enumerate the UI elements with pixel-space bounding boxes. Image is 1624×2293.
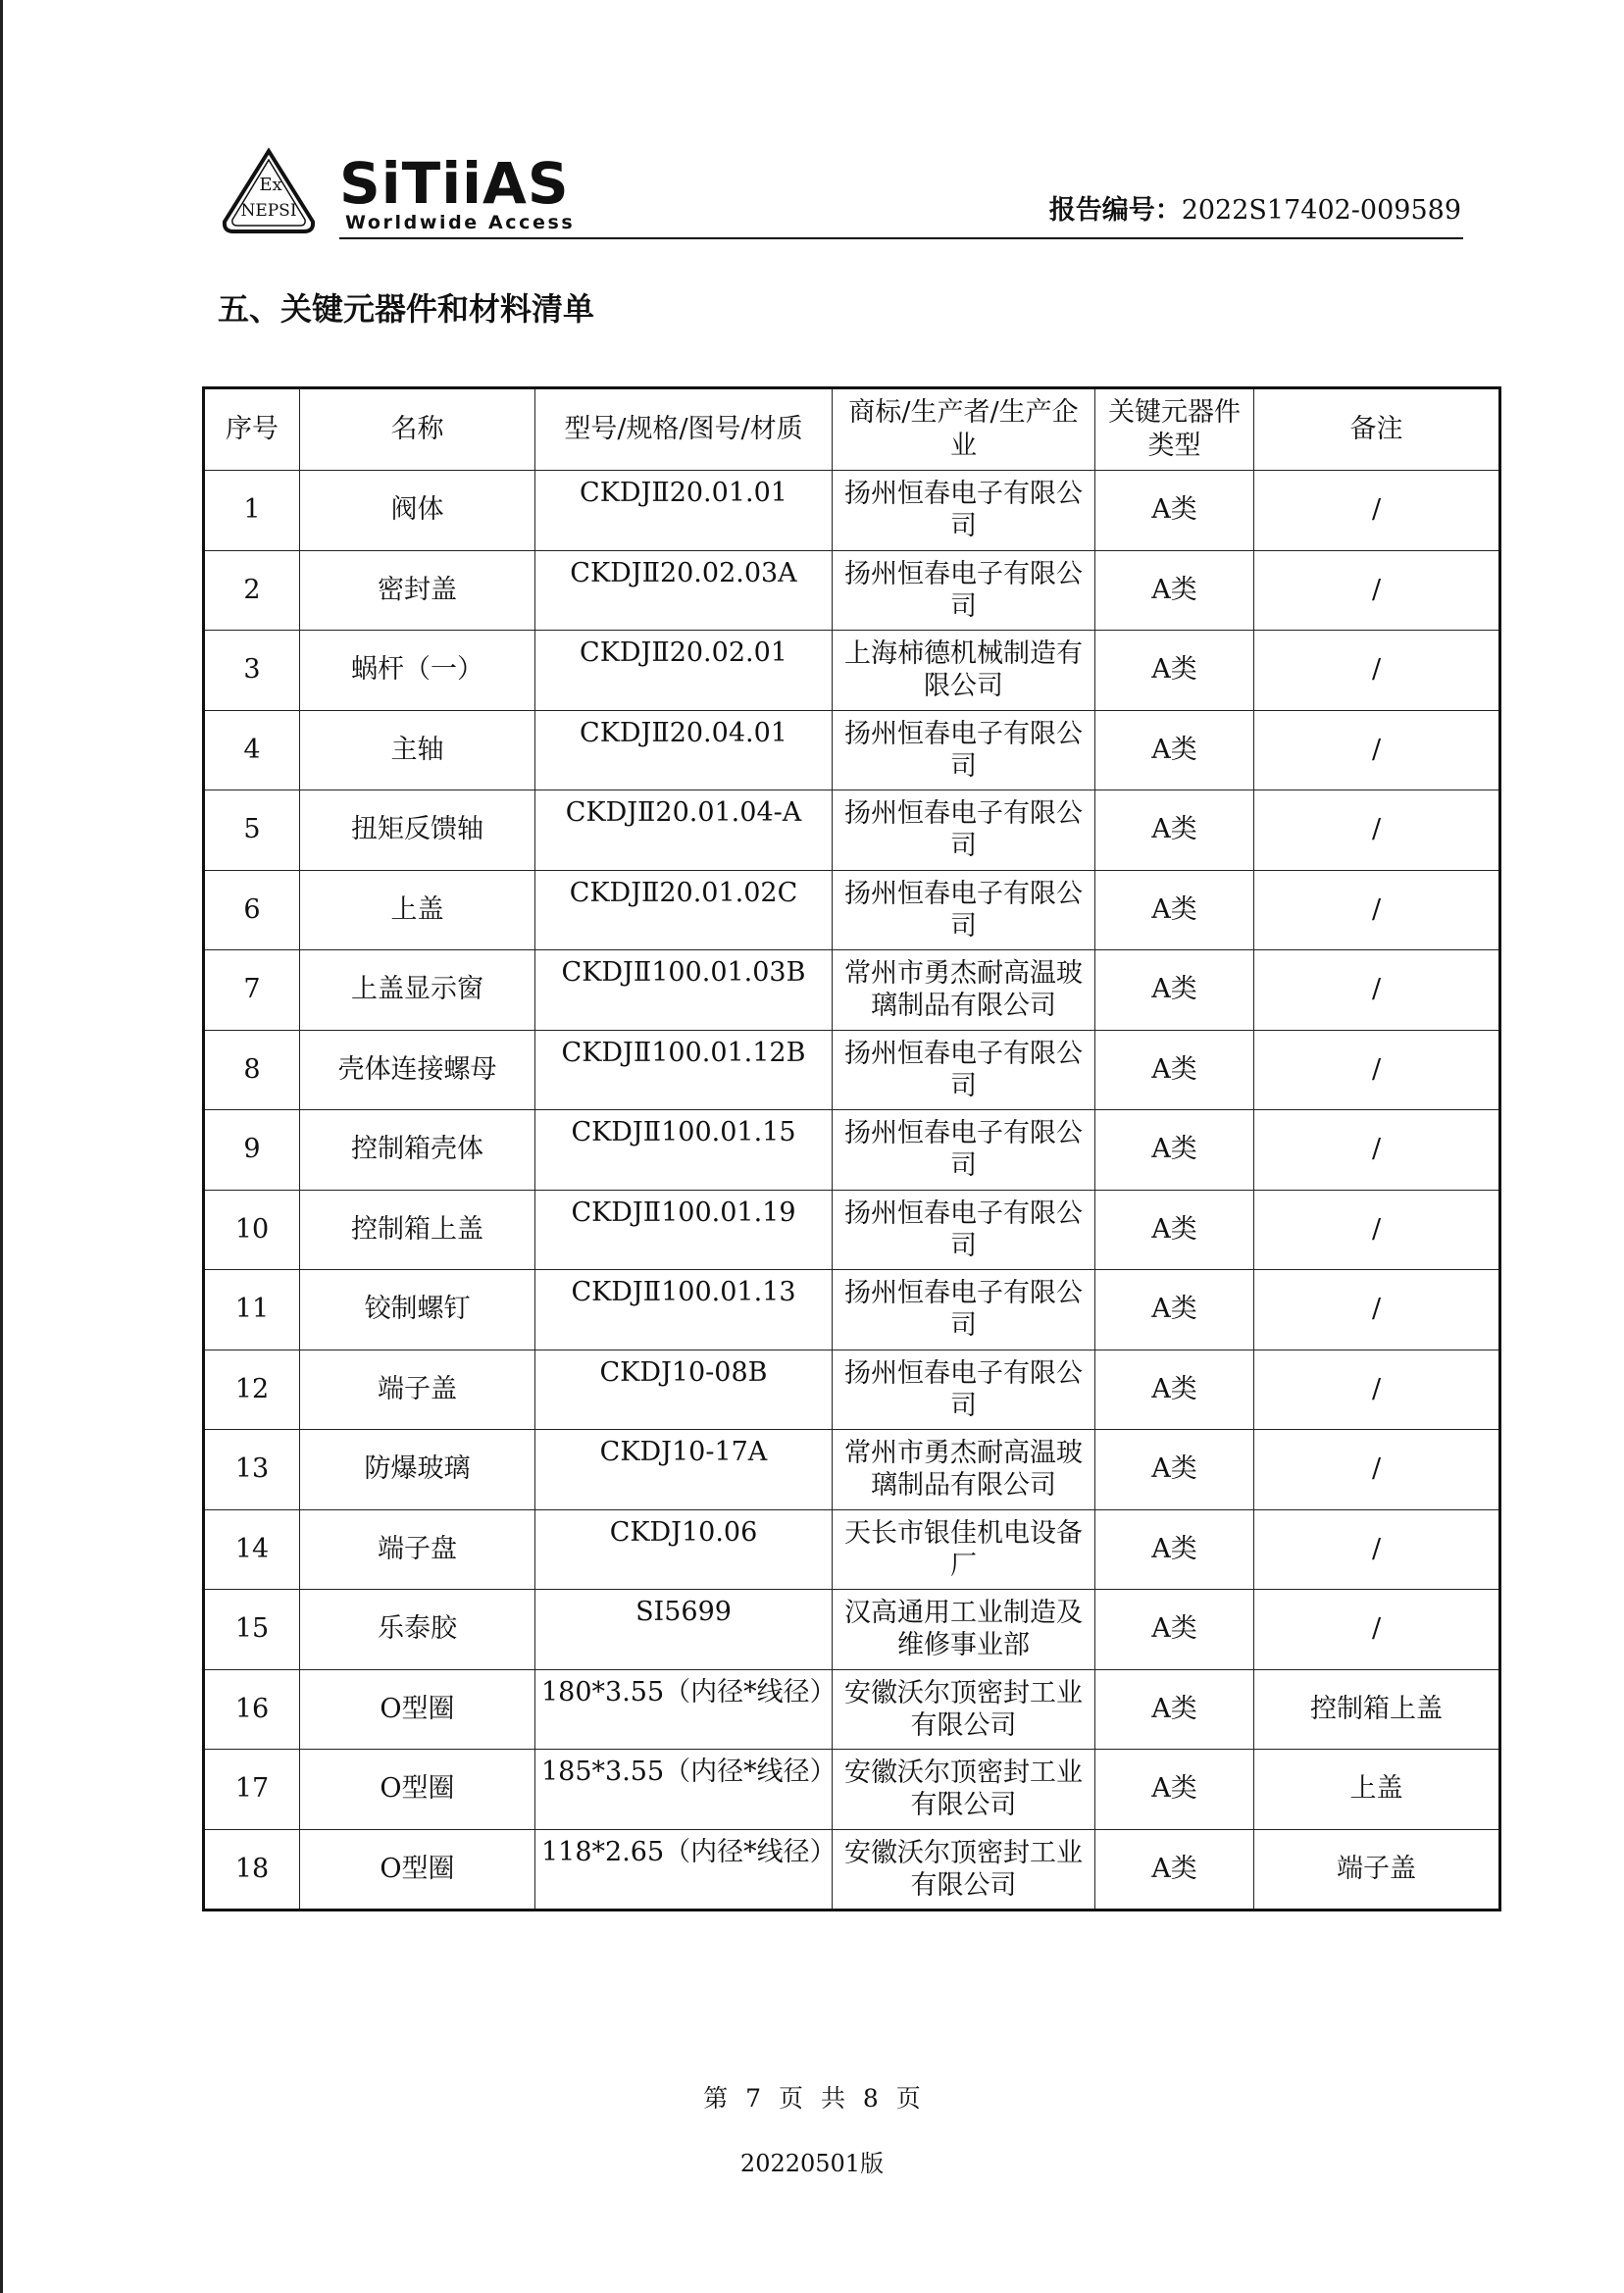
version-label: 20220501版	[739, 2150, 885, 2177]
table-row	[204, 1350, 1500, 1430]
cell-remark: /	[1254, 631, 1500, 711]
cell-index: 14	[204, 1509, 300, 1590]
cell-index: 10	[204, 1190, 300, 1270]
cell-name: 阀体	[300, 471, 535, 551]
cell-type: A类	[1095, 1270, 1254, 1350]
cell-type: A类	[1095, 790, 1254, 871]
cell-type: A类	[1095, 1190, 1254, 1270]
cell-type: A类	[1095, 870, 1254, 950]
header-cell: 备注	[1254, 388, 1500, 471]
cell-model: CKDJⅡ20.02.01	[535, 631, 833, 711]
cell-type: A类	[1095, 550, 1254, 631]
cell-name: 控制箱壳体	[300, 1110, 535, 1191]
table-row	[204, 1750, 1500, 1830]
cell-maker: 汉高通用工业制造及维修事业部	[833, 1590, 1095, 1670]
table-row	[204, 1669, 1500, 1750]
cell-type: A类	[1095, 1430, 1254, 1510]
cell-name: 密封盖	[300, 550, 535, 631]
cell-type: A类	[1095, 1030, 1254, 1110]
cell-remark: /	[1254, 1030, 1500, 1110]
cell-maker: 扬州恒春电子有限公司	[833, 1270, 1095, 1350]
table-row	[204, 550, 1500, 631]
cell-maker: 扬州恒春电子有限公司	[833, 550, 1095, 631]
cell-model: 180*3.55（内径*线径）	[535, 1669, 833, 1750]
report-number-value: 2022S17402-009589	[1181, 195, 1461, 226]
cell-model: SI5699	[535, 1590, 833, 1670]
cell-maker: 安徽沃尔顶密封工业有限公司	[833, 1829, 1095, 1911]
table-row	[204, 1110, 1500, 1191]
table-row	[204, 710, 1500, 790]
cell-remark: /	[1254, 1110, 1500, 1191]
cell-maker: 天长市银佳机电设备厂	[833, 1509, 1095, 1590]
cell-index: 13	[204, 1430, 300, 1510]
cell-name: 主轴	[300, 710, 535, 790]
report-number-label: 报告编号：	[1048, 195, 1182, 226]
cell-type: A类	[1095, 1829, 1254, 1911]
cell-name: 防爆玻璃	[300, 1430, 535, 1510]
cell-remark: /	[1254, 1350, 1500, 1430]
cell-name: O型圈	[300, 1669, 535, 1750]
cell-type: A类	[1095, 1509, 1254, 1590]
cell-model: CKDJⅡ100.01.19	[535, 1190, 833, 1270]
cell-index: 2	[204, 550, 300, 631]
cell-index: 18	[204, 1829, 300, 1911]
logo-tagline: Worldwide Access	[345, 212, 576, 233]
cell-name: 端子盘	[300, 1509, 535, 1590]
table-row	[204, 870, 1500, 950]
cell-remark: /	[1254, 790, 1500, 871]
cell-model: CKDJ10-08B	[535, 1350, 833, 1430]
cell-model: CKDJⅡ20.01.01	[535, 471, 833, 551]
cell-type: A类	[1095, 1669, 1254, 1750]
cell-maker: 扬州恒春电子有限公司	[833, 471, 1095, 551]
cell-type: A类	[1095, 631, 1254, 711]
table-row	[204, 1829, 1500, 1911]
cell-index: 9	[204, 1110, 300, 1191]
cell-name: 端子盖	[300, 1350, 535, 1430]
table-row	[204, 1590, 1500, 1670]
cell-remark: 控制箱上盖	[1254, 1669, 1500, 1750]
cell-name: 控制箱上盖	[300, 1190, 535, 1270]
svg-text:Ex: Ex	[259, 175, 282, 195]
report-number	[1049, 188, 1461, 227]
components-table	[202, 386, 1501, 1911]
cell-name: 上盖	[300, 870, 535, 950]
section-title: 五、关键元器件和材料清单	[218, 290, 595, 328]
cell-remark: /	[1254, 550, 1500, 631]
table-row	[204, 471, 1500, 551]
cell-remark: /	[1254, 950, 1500, 1031]
svg-text:NEPSI: NEPSI	[240, 201, 297, 221]
cell-maker: 安徽沃尔顶密封工业有限公司	[833, 1750, 1095, 1830]
cell-name: 扭矩反馈轴	[300, 790, 535, 871]
table-row	[204, 1190, 1500, 1270]
cell-model: CKDJⅡ20.02.03A	[535, 550, 833, 631]
scan-edge	[0, 0, 3, 2293]
header-cell: 关键元器件类型	[1095, 388, 1254, 471]
cell-remark: /	[1254, 1430, 1500, 1510]
cell-index: 12	[204, 1350, 300, 1430]
header-cell: 名称	[300, 388, 535, 471]
table-header-row	[204, 388, 1500, 471]
cell-type: A类	[1095, 1350, 1254, 1430]
cell-maker: 扬州恒春电子有限公司	[833, 1030, 1095, 1110]
cell-type: A类	[1095, 1590, 1254, 1670]
cell-maker: 上海柿德机械制造有限公司	[833, 631, 1095, 711]
cell-model: 118*2.65（内径*线径）	[535, 1829, 833, 1911]
ex-nepsi-badge	[220, 147, 318, 237]
cell-type: A类	[1095, 1750, 1254, 1830]
cell-maker: 扬州恒春电子有限公司	[833, 790, 1095, 871]
cell-name: 上盖显示窗	[300, 950, 535, 1031]
cell-remark: /	[1254, 471, 1500, 551]
cell-name: O型圈	[300, 1750, 535, 1830]
table-row	[204, 950, 1500, 1031]
cell-maker: 常州市勇杰耐高温玻璃制品有限公司	[833, 950, 1095, 1031]
header-cell: 商标/生产者/生产企业	[833, 388, 1095, 471]
cell-index: 6	[204, 870, 300, 950]
cell-type: A类	[1095, 950, 1254, 1031]
cell-maker: 扬州恒春电子有限公司	[833, 1190, 1095, 1270]
cell-model: CKDJⅡ20.01.02C	[535, 870, 833, 950]
cell-type: A类	[1095, 710, 1254, 790]
cell-remark: 上盖	[1254, 1750, 1500, 1830]
cell-model: CKDJⅡ20.04.01	[535, 710, 833, 790]
cell-model: 185*3.55（内径*线径）	[535, 1750, 833, 1830]
table-row	[204, 1270, 1500, 1350]
cell-maker: 扬州恒春电子有限公司	[833, 870, 1095, 950]
cell-index: 4	[204, 710, 300, 790]
cell-name: 铰制螺钉	[300, 1270, 535, 1350]
cell-maker: 扬州恒春电子有限公司	[833, 1350, 1095, 1430]
cell-type: A类	[1095, 1110, 1254, 1191]
cell-type: A类	[1095, 471, 1254, 551]
cell-name: 蜗杆（一）	[300, 631, 535, 711]
page-number: 第 7 页 共 8 页	[703, 2084, 921, 2113]
cell-name: O型圈	[300, 1829, 535, 1911]
cell-model: CKDJⅡ20.01.04-A	[535, 790, 833, 871]
cell-index: 17	[204, 1750, 300, 1830]
cell-index: 3	[204, 631, 300, 711]
cell-index: 7	[204, 950, 300, 1031]
cell-name: 壳体连接螺母	[300, 1030, 535, 1110]
cell-remark: /	[1254, 870, 1500, 950]
header-cell: 型号/规格/图号/材质	[535, 388, 833, 471]
cell-model: CKDJ10-17A	[535, 1430, 833, 1510]
cell-maker: 扬州恒春电子有限公司	[833, 1110, 1095, 1191]
cell-index: 8	[204, 1030, 300, 1110]
cell-model: CKDJⅡ100.01.03B	[535, 950, 833, 1031]
cell-remark: /	[1254, 710, 1500, 790]
table-row	[204, 790, 1500, 871]
cell-name: 乐泰胶	[300, 1590, 535, 1670]
cell-model: CKDJ10.06	[535, 1509, 833, 1590]
cell-maker: 常州市勇杰耐高温玻璃制品有限公司	[833, 1430, 1095, 1510]
cell-maker: 扬州恒春电子有限公司	[833, 710, 1095, 790]
header-cell: 序号	[204, 388, 300, 471]
table-row	[204, 631, 1500, 711]
cell-maker: 安徽沃尔顶密封工业有限公司	[833, 1669, 1095, 1750]
table-row	[204, 1030, 1500, 1110]
cell-remark: 端子盖	[1254, 1829, 1500, 1911]
table-row	[204, 1430, 1500, 1510]
cell-index: 15	[204, 1590, 300, 1670]
cell-remark: /	[1254, 1270, 1500, 1350]
header-rule	[339, 237, 1463, 239]
cell-remark: /	[1254, 1190, 1500, 1270]
cell-model: CKDJⅡ100.01.13	[535, 1270, 833, 1350]
cell-remark: /	[1254, 1590, 1500, 1670]
table-row	[204, 1509, 1500, 1590]
cell-index: 11	[204, 1270, 300, 1350]
cell-index: 5	[204, 790, 300, 871]
cell-model: CKDJⅡ100.01.12B	[535, 1030, 833, 1110]
cell-model: CKDJⅡ100.01.15	[535, 1110, 833, 1191]
cell-remark: /	[1254, 1509, 1500, 1590]
logo-wordmark: SiTiiAS	[339, 150, 570, 217]
cell-index: 16	[204, 1669, 300, 1750]
cell-index: 1	[204, 471, 300, 551]
